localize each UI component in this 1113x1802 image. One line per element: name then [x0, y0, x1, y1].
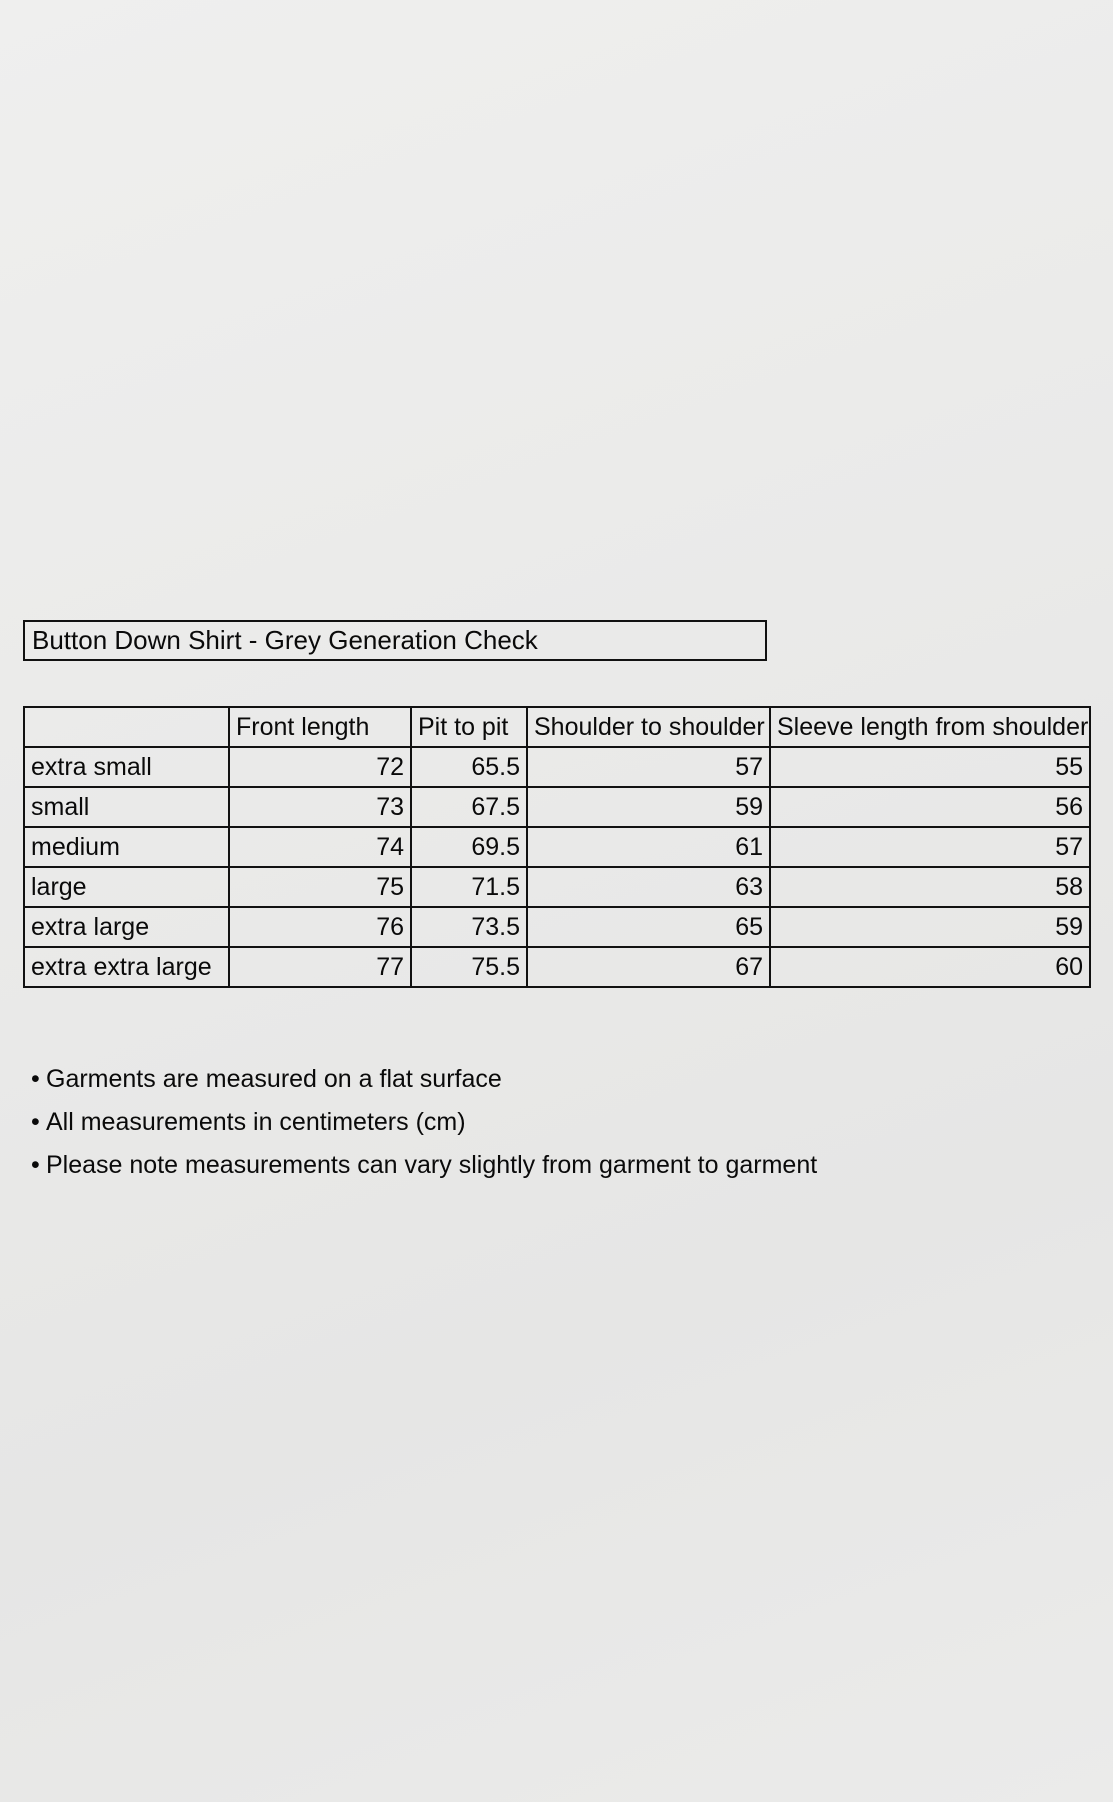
header-pit-to-pit: Pit to pit — [411, 707, 527, 747]
measurement-notes — [31, 1058, 817, 1187]
size-label: extra small — [24, 747, 229, 787]
size-label: extra extra large — [24, 947, 229, 987]
sleeve-length-value: 59 — [770, 907, 1090, 947]
size-label: medium — [24, 827, 229, 867]
pit-to-pit-value: 71.5 — [411, 867, 527, 907]
shoulder-to-shoulder-value: 63 — [527, 867, 770, 907]
pit-to-pit-value: 67.5 — [411, 787, 527, 827]
header-corner-cell — [24, 707, 229, 747]
size-label: extra large — [24, 907, 229, 947]
bullet-icon: • — [31, 1065, 40, 1093]
size-label: small — [24, 787, 229, 827]
pit-to-pit-value: 65.5 — [411, 747, 527, 787]
front-length-value: 72 — [229, 747, 411, 787]
shoulder-to-shoulder-value: 61 — [527, 827, 770, 867]
table-row — [24, 947, 1090, 987]
front-length-value: 74 — [229, 827, 411, 867]
size-chart-table — [23, 706, 1091, 988]
front-length-value: 77 — [229, 947, 411, 987]
note-item — [31, 1101, 817, 1144]
bullet-icon: • — [31, 1108, 40, 1136]
header-shoulder-to-shoulder: Shoulder to shoulder — [527, 707, 770, 747]
table-row — [24, 867, 1090, 907]
table-row — [24, 907, 1090, 947]
shoulder-to-shoulder-value: 67 — [527, 947, 770, 987]
bullet-icon: • — [31, 1151, 40, 1179]
note-text: Garments are measured on a flat surface — [46, 1065, 502, 1093]
table-row — [24, 747, 1090, 787]
note-item — [31, 1144, 817, 1187]
table-row — [24, 787, 1090, 827]
pit-to-pit-value: 75.5 — [411, 947, 527, 987]
note-item — [31, 1058, 817, 1101]
sleeve-length-value: 60 — [770, 947, 1090, 987]
header-front-length: Front length — [229, 707, 411, 747]
header-sleeve-length: Sleeve length from shoulder — [770, 707, 1090, 747]
note-text: All measurements in centimeters (cm) — [46, 1108, 466, 1136]
note-text: Please note measurements can vary slightly from garment to garment — [46, 1151, 818, 1179]
shoulder-to-shoulder-value: 65 — [527, 907, 770, 947]
sleeve-length-value: 57 — [770, 827, 1090, 867]
shoulder-to-shoulder-value: 57 — [527, 747, 770, 787]
size-label: large — [24, 867, 229, 907]
front-length-value: 73 — [229, 787, 411, 827]
table-header-row — [24, 707, 1090, 747]
sleeve-length-value: 58 — [770, 867, 1090, 907]
product-title-box — [23, 620, 767, 661]
shoulder-to-shoulder-value: 59 — [527, 787, 770, 827]
sleeve-length-value: 56 — [770, 787, 1090, 827]
table-row — [24, 827, 1090, 867]
pit-to-pit-value: 69.5 — [411, 827, 527, 867]
front-length-value: 75 — [229, 867, 411, 907]
front-length-value: 76 — [229, 907, 411, 947]
pit-to-pit-value: 73.5 — [411, 907, 527, 947]
sleeve-length-value: 55 — [770, 747, 1090, 787]
product-title: Button Down Shirt - Grey Generation Check — [32, 625, 538, 655]
